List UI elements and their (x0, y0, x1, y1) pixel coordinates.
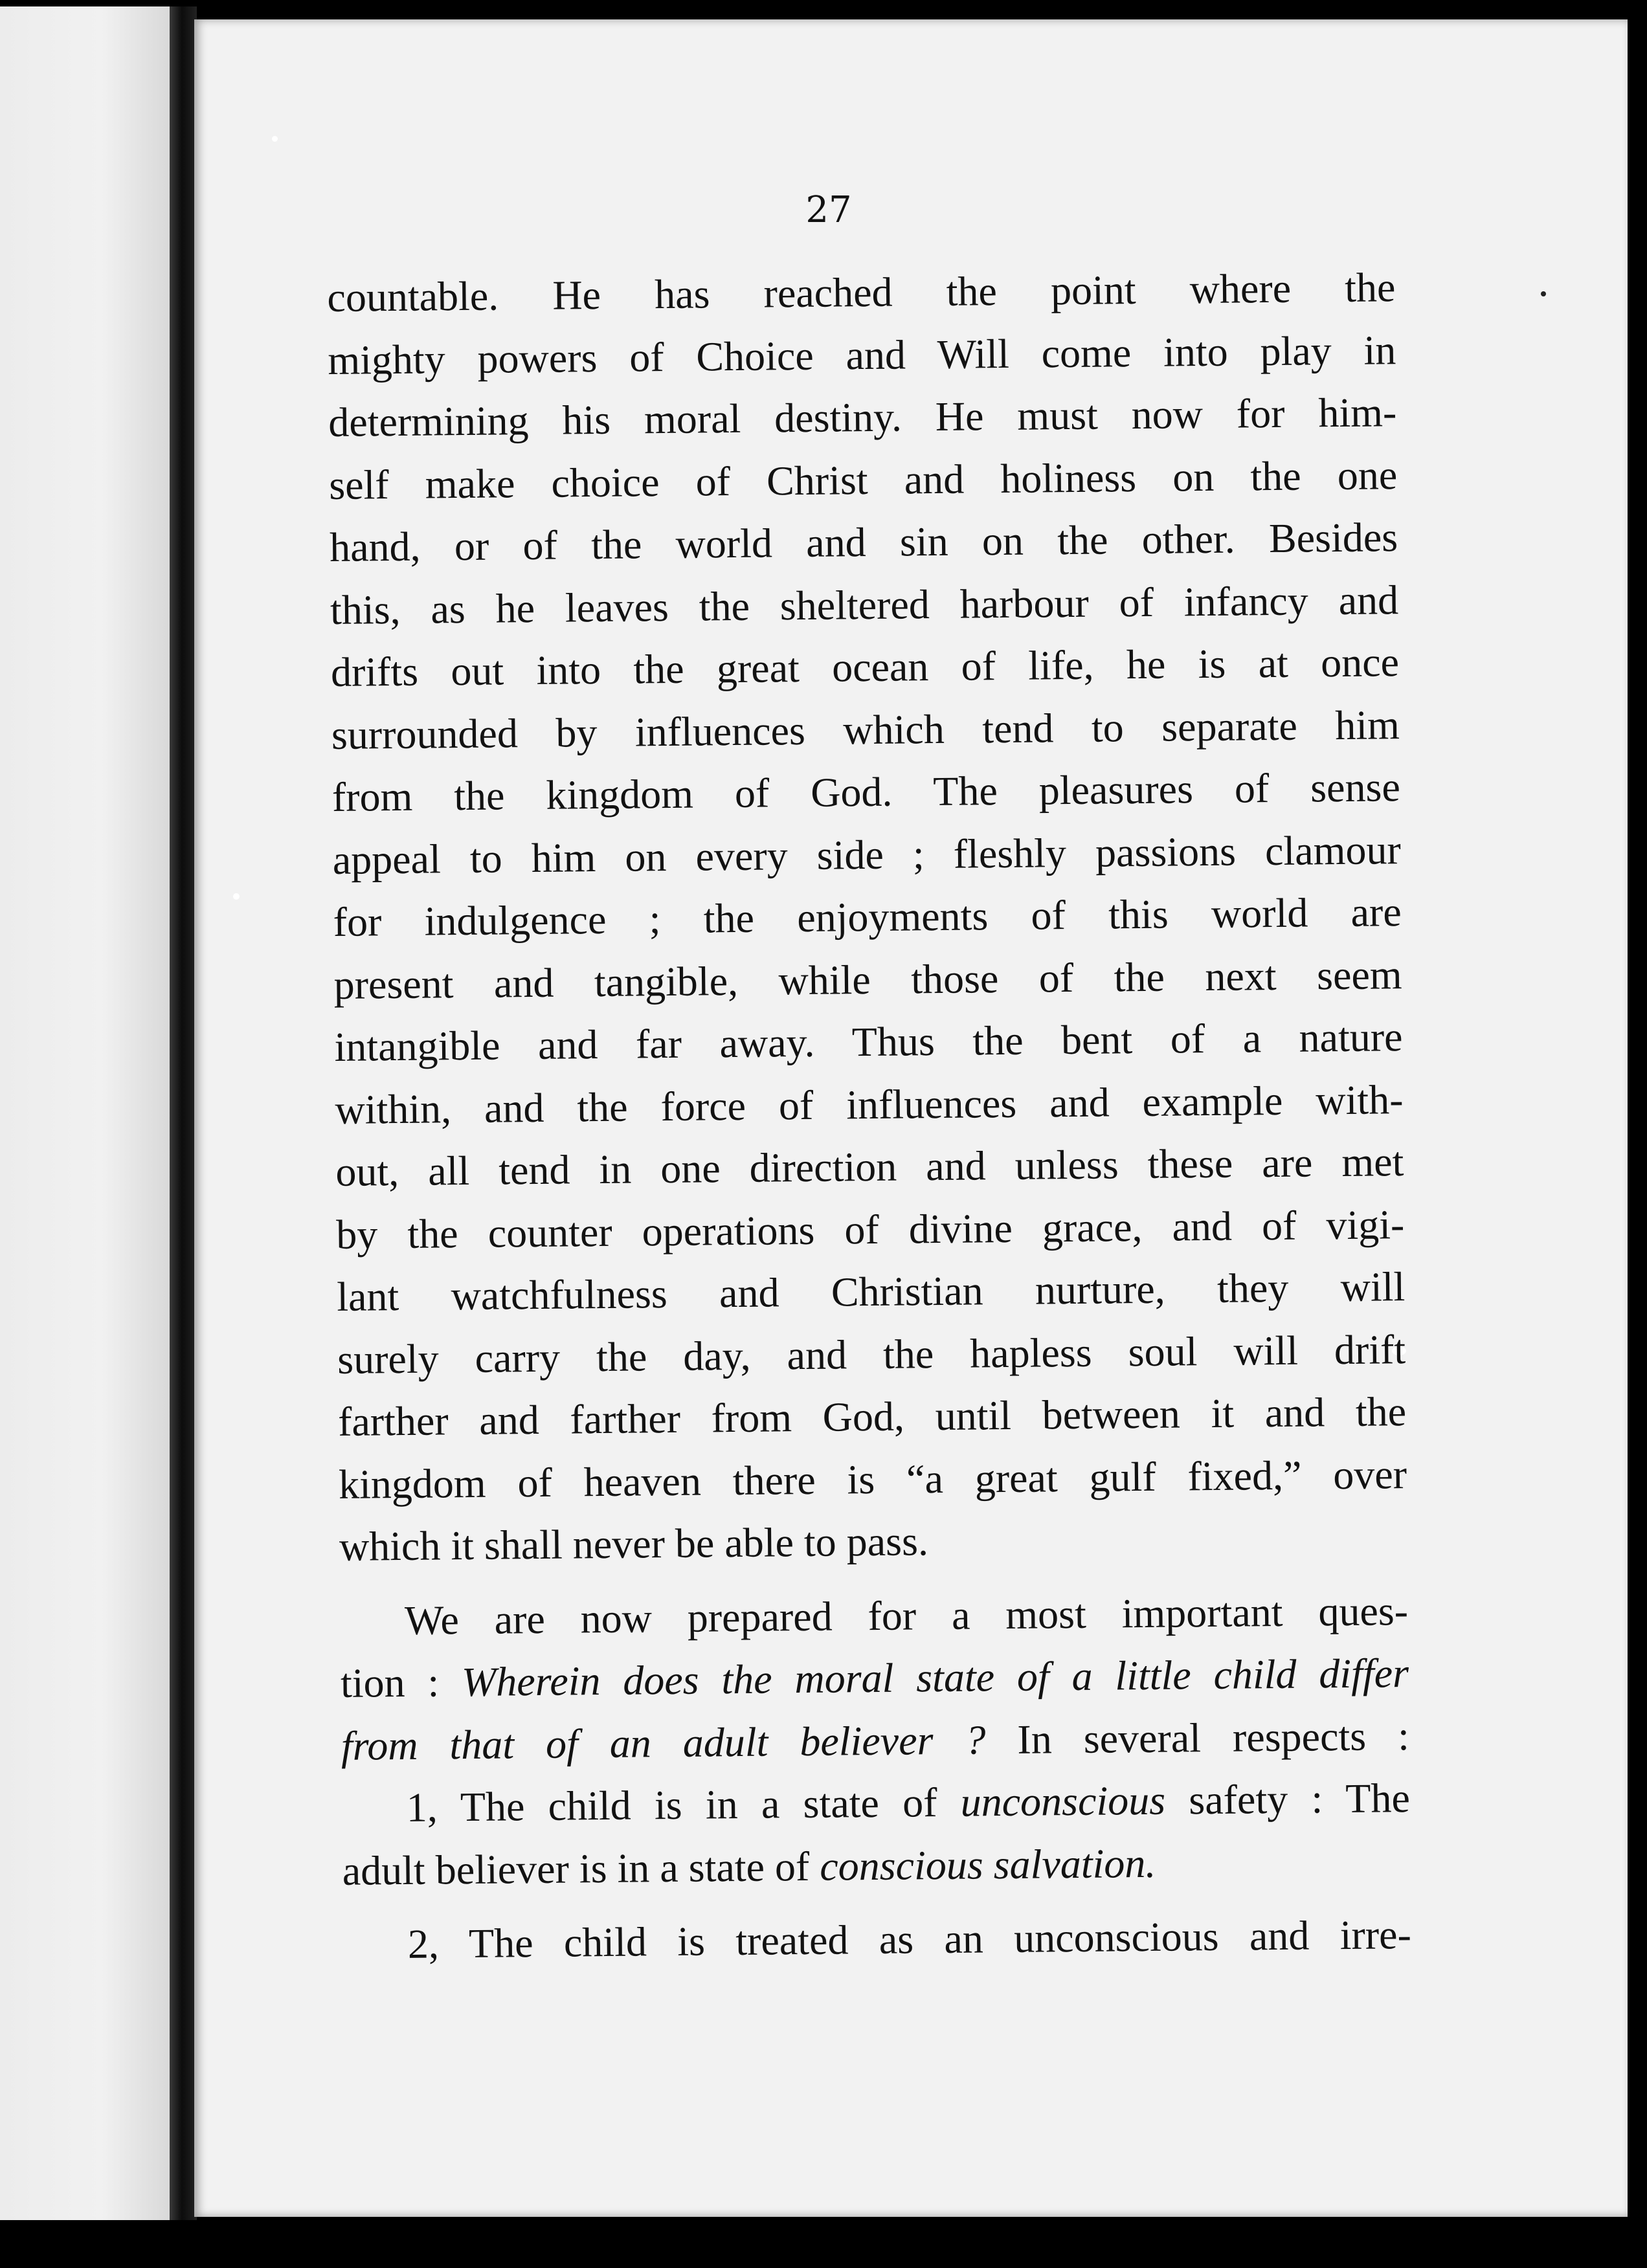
text-line: self make choice of Christ and holiness on the one (328, 451, 1398, 508)
text-line: intangible and far away. Thus the bent of a nature (334, 1014, 1403, 1070)
text-line: appeal to him on every side ; fleshly passions clamour (332, 826, 1402, 883)
text-line: determining his moral destiny. He must now for him- (328, 389, 1397, 445)
italic-phrase: conscious salvation. (819, 1840, 1156, 1889)
text-line: drifts out into the great ocean of life, he is at once (330, 639, 1400, 695)
text-line: from the kingdom of God. The pleasures of sense (331, 764, 1401, 820)
paragraph-4 (342, 1904, 1411, 1976)
facing-page-edge (0, 6, 170, 2220)
text-span: adult believer is in a state of (342, 1843, 820, 1894)
text-line (341, 1767, 1410, 1840)
text-line: out, all tend in one direction and unless these are met (335, 1139, 1404, 1195)
text-line: which it shall never be able to pass. (339, 1518, 929, 1570)
paper-speck (272, 136, 278, 142)
text-line (341, 1705, 1409, 1777)
text-line: within, and the force of influences and example with- (335, 1076, 1404, 1133)
italic-question-end: from that of an adult believer ? (341, 1716, 986, 1769)
paper-speck (233, 893, 240, 900)
text-line: farther and farther from God, until between it and the (337, 1388, 1407, 1445)
text-line (341, 1642, 1409, 1715)
text-line: countable. He has reached the point where the (327, 264, 1396, 320)
text-line: surrounded by influences which tend to separate him (331, 701, 1400, 758)
text-line: We are now prepared for a most important ques- (404, 1587, 1409, 1643)
text-line (342, 1830, 1411, 1902)
text-line: 2, The child is treated as an unconscious and irre- (407, 1911, 1412, 1967)
paper-speck (1541, 291, 1546, 296)
text-line: hand, or of the world and sin on the other. Besides (329, 514, 1398, 570)
text-span: safety : The (1165, 1775, 1411, 1823)
paragraph-2 (340, 1580, 1410, 1777)
page-number: 27 (805, 189, 852, 231)
text-line: this, as he leaves the sheltered harbour of infancy and (330, 576, 1399, 633)
text-line: lant watchfulness and Christian nurture, they will (336, 1263, 1406, 1320)
book-gutter (170, 6, 197, 2220)
italic-question: Wherein does the moral state of a little child differ (461, 1650, 1409, 1706)
text-line: kingdom of heaven there is “a great gulf fixed,” over (338, 1451, 1407, 1507)
text-line: mighty powers of Choice and Will come into play in (328, 326, 1396, 383)
text-span: tion : (340, 1659, 462, 1706)
text-line: for indulgence ; the enjoyments of this world are (333, 889, 1402, 945)
text-line: surely carry the day, and the hapless soul will drift (337, 1326, 1406, 1383)
paragraph-1 (327, 256, 1407, 1578)
paragraph-3 (341, 1767, 1411, 1902)
text-span: 1, The child is in a state of (406, 1779, 961, 1830)
text-line: by the counter operations of divine grace, and of vigi- (336, 1201, 1405, 1258)
text-line: present and tangible, while those of the next seem (333, 951, 1402, 1008)
body-text (327, 256, 1411, 1976)
text-span: In several respects : (985, 1712, 1410, 1762)
italic-word: unconscious (960, 1777, 1166, 1825)
